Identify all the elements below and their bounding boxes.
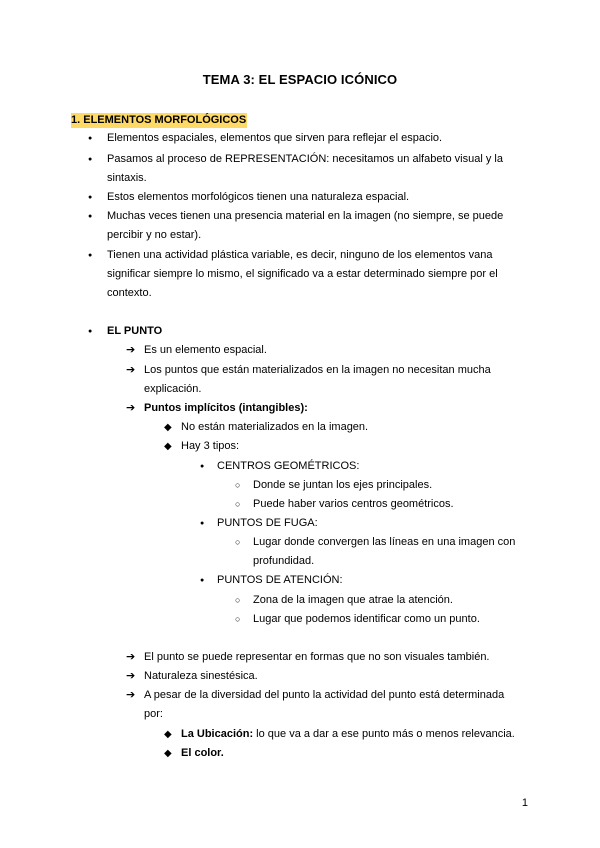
list-item-continuation: profundidad. [253,555,315,567]
factor-label: El color. [181,747,224,759]
arrow-icon: ➔ [126,689,136,701]
diamond-icon: ◆ [164,729,172,740]
bullet-icon: ● [88,194,93,201]
arrow-icon: ➔ [126,651,136,663]
circle-icon: ○ [235,595,241,605]
factor-text: lo que va a dar a ese punto más o menos relevancia. [253,728,515,740]
list-item-continuation: contexto. [107,287,152,299]
bullet-icon: ● [88,252,93,259]
punto-heading: EL PUNTO [107,325,163,337]
page-number: 1 [521,797,528,809]
arrow-icon: ➔ [126,344,136,356]
bullet-icon: ● [88,135,93,142]
list-item-continuation: por: [144,708,163,720]
arrow-icon: ➔ [126,364,136,376]
arrow-icon: ➔ [126,402,136,414]
bullet-icon: ● [88,328,93,335]
diamond-icon: ◆ [164,422,172,433]
list-item-continuation: explicación. [144,383,202,395]
list-item-continuation: sintaxis. [107,172,147,184]
diamond-icon: ◆ [164,748,172,759]
bullet-icon: ● [200,520,205,527]
circle-icon: ○ [235,480,241,490]
circle-icon: ○ [235,614,241,624]
bullet-icon: ● [200,577,205,584]
bullet-icon: ● [88,156,93,163]
bullet-icon: ● [88,213,93,220]
list-item-continuation: significar siempre lo mismo, el significado va a estar determinado siempre por el [107,268,498,280]
circle-icon: ○ [235,537,241,547]
section-heading: 1. ELEMENTOS MORFOLÓGICOS [71,114,247,126]
factor-label: La Ubicación: [181,728,254,740]
document-page: TEMA 3: EL ESPACIO ICÓNICO 1. ELEMENTOS MORFOLÓGICOS ● Elementos espaciales, elementos que sirven para reflejar el espacio. ● Pasamos al proceso de REPRESENTACIÓN: necesitamos un alfabeto visual y la sintaxis. ● Estos elementos morfológicos tienen una naturaleza espacial. ● Muchas veces tienen una presencia material en la imagen (no siempre, se puede percibir y no estar). ● Tienen una actividad plástica variable, es decir, ninguno de los elementos vana significar siempre lo mismo, el significado va a estar determinado siempre por el contexto. ● EL PUNTO ➔ Es un elemento espacial. ➔ Los puntos que están materializados en la imagen no necesitan mucha explicación. ➔ Puntos implícitos (intangibles): ◆ No están materializados en la imagen. ◆ Hay 3 tipos: ● CENTROS GEOMÉTRICOS: ○ Donde se juntan los ejes principales. ○ Puede haber varios centros geométricos. ● PUNTOS DE FUGA: ○ Lugar donde convergen las líneas en una imagen con profundidad. ● PUNTOS DE ATENCIÓN: ○ Zona de la imagen que atrae la atención. ○ Lugar que podemos identificar como un punto. ➔ El punto se puede representar en formas que no son visuales también. ➔ Naturaleza sinestésica. ➔ A pesar de la diversidad del punto la actividad del punto está determinada por: ◆ La Ubicación: lo que va a dar a ese punto más o menos relevancia. ◆ El color. 1 [0,0,600,848]
list-item-continuation: percibir y no estar). [107,229,202,241]
arrow-icon: ➔ [126,670,136,682]
diamond-icon: ◆ [164,441,172,452]
circle-icon: ○ [235,499,241,509]
bullet-icon: ● [200,463,205,470]
page-title: TEMA 3: EL ESPACIO ICÓNICO [202,72,398,87]
